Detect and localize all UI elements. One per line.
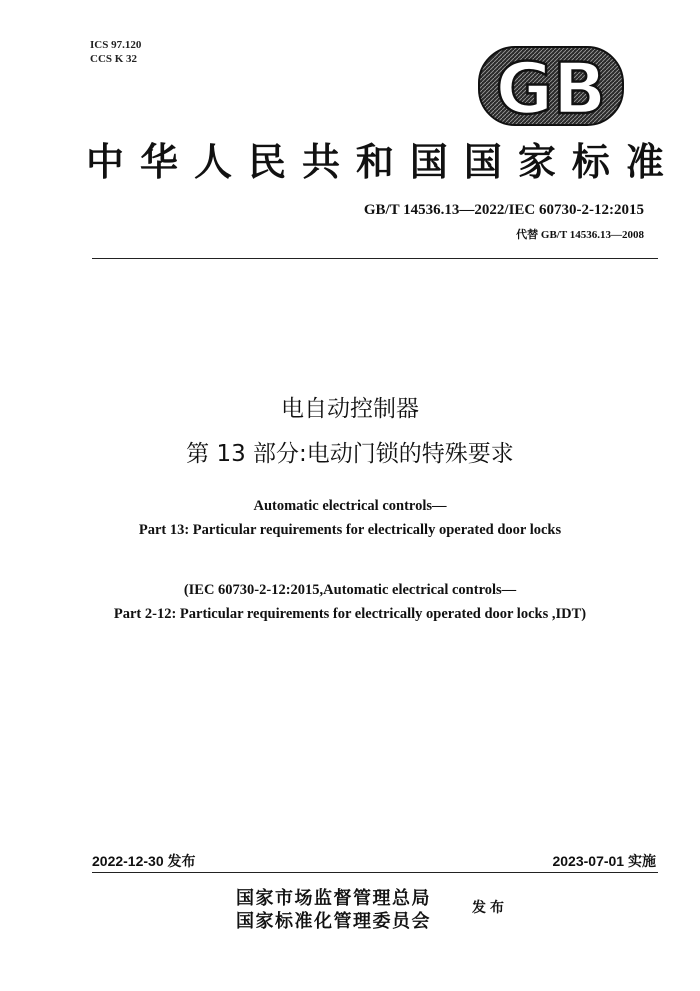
chinese-title-line-1: 电自动控制器 (281, 396, 419, 422)
gb-logo-text: GB (495, 48, 607, 126)
standard-number: GB/T 14536.13—2022/IEC 60730-2-12:2015 (363, 202, 644, 218)
publishers (236, 887, 431, 933)
issue-date: 2022-12-30 发布 (92, 853, 196, 869)
title-char: 准 (625, 139, 664, 184)
equivalent-standard-line-1: (IEC 60730-2-12:2015,Automatic electrical controls— (183, 582, 517, 598)
title-char: 国 (409, 139, 448, 184)
english-title-line-2: Part 13: Particular requirements for electrically operated door locks (138, 522, 562, 538)
classification-codes (90, 38, 141, 66)
publish-label: 发布 (472, 900, 508, 916)
header-divider (92, 258, 658, 259)
title-char: 和 (355, 139, 394, 184)
title-char: 标 (571, 139, 610, 184)
equivalent-standard-line-2: Part 2-12: Particular requirements for electrically operated door locks ,IDT) (113, 606, 587, 622)
english-title-line-1: Automatic electrical controls— (253, 498, 447, 514)
title-char: 共 (301, 139, 340, 184)
title-char: 中 (86, 139, 125, 184)
gb-logo (478, 46, 624, 126)
publisher-sac: 国家标准化管理委员会 (236, 911, 431, 932)
footer-divider (92, 872, 658, 873)
ccs-code: CCS K 32 (90, 53, 138, 65)
title-char: 家 (517, 139, 556, 184)
chinese-title-line-2: 第 13 部分:电动门锁的特殊要求 (186, 441, 514, 467)
implementation-date: 2023-07-01 实施 (552, 853, 656, 869)
ics-code: ICS 97.120 (90, 39, 142, 51)
title-char: 华 (139, 139, 178, 184)
national-standard-title (86, 140, 664, 184)
title-char: 国 (463, 139, 502, 184)
title-char: 民 (247, 139, 286, 184)
replaces-standard: 代替 GB/T 14536.13—2008 (516, 229, 644, 241)
title-char: 人 (193, 139, 232, 184)
publisher-samr: 国家市场监督管理总局 (236, 888, 431, 909)
